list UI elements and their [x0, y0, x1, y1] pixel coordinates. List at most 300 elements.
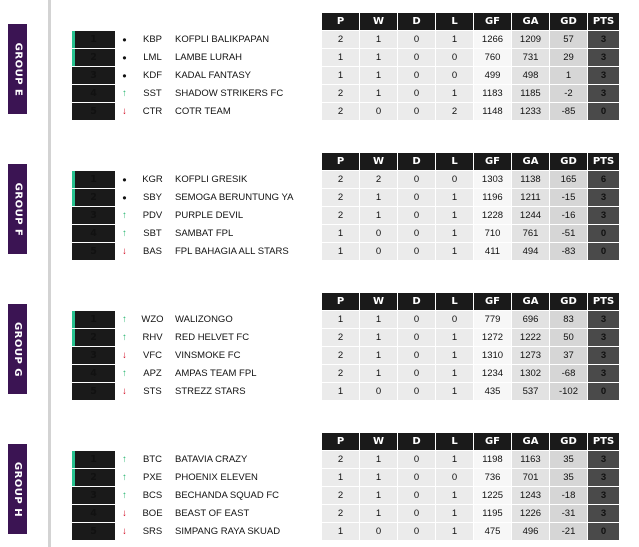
- table-row[interactable]: [72, 225, 620, 243]
- stat-ga: 1273: [512, 347, 550, 365]
- column-header-pts[interactable]: PTS: [588, 433, 620, 451]
- stat-gd: -18: [550, 487, 588, 505]
- stat-ga: 696: [512, 311, 550, 329]
- stat-l: 0: [436, 67, 474, 85]
- stat-d: 0: [398, 171, 436, 189]
- team-name[interactable]: KOFPLI BALIKPAPAN: [172, 31, 322, 49]
- group-g: [0, 280, 639, 397]
- stat-gd: 1: [550, 67, 588, 85]
- arrow-down-icon: ↓: [116, 103, 134, 121]
- stat-ga: 537: [512, 383, 550, 401]
- stat-p: 1: [322, 311, 360, 329]
- column-header-w[interactable]: W: [360, 433, 398, 451]
- stat-p: 2: [322, 487, 360, 505]
- stat-ga: 1209: [512, 31, 550, 49]
- team-name[interactable]: KOFPLI GRESIK: [172, 171, 322, 189]
- group-label: [8, 164, 27, 254]
- column-header-gd[interactable]: GD: [550, 293, 588, 311]
- stat-gf: 1195: [474, 505, 512, 523]
- stat-p: 2: [322, 347, 360, 365]
- arrow-up-icon: ↑: [116, 469, 134, 487]
- stat-d: 0: [398, 383, 436, 401]
- stat-d: 0: [398, 189, 436, 207]
- dot-icon: •: [116, 171, 134, 189]
- position-cell: 3: [72, 487, 116, 505]
- stat-gf: 760: [474, 49, 512, 67]
- stat-l: 1: [436, 523, 474, 541]
- team-name[interactable]: SAMBAT FPL: [172, 225, 322, 243]
- stat-gf: 1198: [474, 451, 512, 469]
- arrow-up-icon: ↑: [116, 487, 134, 505]
- stat-l: 1: [436, 451, 474, 469]
- column-header-pts[interactable]: PTS: [588, 153, 620, 171]
- position-cell: 1: [72, 31, 116, 49]
- position-cell: 2: [72, 49, 116, 67]
- stat-ga: 498: [512, 67, 550, 85]
- column-header-d[interactable]: D: [398, 433, 436, 451]
- column-header-p[interactable]: P: [322, 153, 360, 171]
- stat-gf: 1225: [474, 487, 512, 505]
- dot-icon: •: [116, 189, 134, 207]
- stat-ga: 1226: [512, 505, 550, 523]
- stat-gd: 29: [550, 49, 588, 67]
- team-name[interactable]: PURPLE DEVIL: [172, 207, 322, 225]
- stat-w: 0: [360, 243, 398, 261]
- team-name[interactable]: SIMPANG RAYA SKUAD: [172, 523, 322, 541]
- team-name[interactable]: LAMBE LURAH: [172, 49, 322, 67]
- team-name[interactable]: FPL BAHAGIA ALL STARS: [172, 243, 322, 261]
- stat-l: 1: [436, 329, 474, 347]
- stat-ga: 761: [512, 225, 550, 243]
- team-code: PDV: [134, 207, 172, 225]
- group-label: [8, 304, 27, 394]
- stat-pts: 6: [588, 171, 620, 189]
- group-label: [8, 24, 27, 114]
- column-header-d[interactable]: D: [398, 153, 436, 171]
- stat-p: 1: [322, 67, 360, 85]
- stat-gd: -83: [550, 243, 588, 261]
- table-row[interactable]: [72, 487, 620, 505]
- stat-gd: -16: [550, 207, 588, 225]
- position-cell: 3: [72, 207, 116, 225]
- stat-l: 2: [436, 103, 474, 121]
- stat-p: 1: [322, 49, 360, 67]
- stat-p: 1: [322, 469, 360, 487]
- team-code: SBT: [134, 225, 172, 243]
- arrow-down-icon: ↓: [116, 523, 134, 541]
- stat-pts: 3: [588, 49, 620, 67]
- team-name[interactable]: WALIZONGO: [172, 311, 322, 329]
- team-code: KBP: [134, 31, 172, 49]
- column-header-p[interactable]: P: [322, 13, 360, 31]
- column-header-ga[interactable]: GA: [512, 293, 550, 311]
- column-header-w[interactable]: W: [360, 153, 398, 171]
- column-header-l[interactable]: L: [436, 153, 474, 171]
- dot-icon: •: [116, 49, 134, 67]
- stat-gf: 1196: [474, 189, 512, 207]
- column-header-p[interactable]: P: [322, 433, 360, 451]
- column-header-ga[interactable]: GA: [512, 153, 550, 171]
- stat-w: 1: [360, 451, 398, 469]
- column-header-ga[interactable]: GA: [512, 433, 550, 451]
- stat-gd: -15: [550, 189, 588, 207]
- stat-gf: 710: [474, 225, 512, 243]
- position-cell: 3: [72, 67, 116, 85]
- arrow-up-icon: ↑: [116, 311, 134, 329]
- team-code: BCS: [134, 487, 172, 505]
- stat-gf: 1303: [474, 171, 512, 189]
- team-code: RHV: [134, 329, 172, 347]
- position-cell: 4: [72, 505, 116, 523]
- stat-d: 0: [398, 347, 436, 365]
- stat-gf: 1310: [474, 347, 512, 365]
- table-row[interactable]: [72, 189, 620, 207]
- position-cell: 2: [72, 329, 116, 347]
- stat-l: 0: [436, 49, 474, 67]
- table-row[interactable]: [72, 383, 620, 401]
- stat-w: 1: [360, 329, 398, 347]
- column-header-gf[interactable]: GF: [474, 13, 512, 31]
- stat-p: 2: [322, 85, 360, 103]
- position-cell: 5: [72, 383, 116, 401]
- stat-pts: 3: [588, 189, 620, 207]
- table-row[interactable]: [72, 49, 620, 67]
- stat-w: 0: [360, 103, 398, 121]
- stat-ga: 1138: [512, 171, 550, 189]
- stat-p: 2: [322, 31, 360, 49]
- table-row[interactable]: [72, 207, 620, 225]
- position-cell: 5: [72, 243, 116, 261]
- stat-w: 1: [360, 487, 398, 505]
- team-code: VFC: [134, 347, 172, 365]
- column-header-d[interactable]: D: [398, 13, 436, 31]
- stat-gf: 1183: [474, 85, 512, 103]
- stat-p: 2: [322, 451, 360, 469]
- stat-gd: 35: [550, 469, 588, 487]
- stat-gf: 1234: [474, 365, 512, 383]
- stat-p: 2: [322, 103, 360, 121]
- team-name[interactable]: BATAVIA CRAZY: [172, 451, 322, 469]
- team-code: SBY: [134, 189, 172, 207]
- stat-gd: -2: [550, 85, 588, 103]
- table-row[interactable]: [72, 103, 620, 121]
- team-code: PXE: [134, 469, 172, 487]
- stat-gf: 411: [474, 243, 512, 261]
- table-row[interactable]: [72, 311, 620, 329]
- team-code: CTR: [134, 103, 172, 121]
- stat-ga: 1244: [512, 207, 550, 225]
- dot-icon: •: [116, 67, 134, 85]
- arrow-up-icon: ↑: [116, 329, 134, 347]
- position-cell: 1: [72, 171, 116, 189]
- position-cell: 2: [72, 469, 116, 487]
- stat-d: 0: [398, 31, 436, 49]
- table-row[interactable]: [72, 347, 620, 365]
- stat-gd: -31: [550, 505, 588, 523]
- stat-pts: 3: [588, 347, 620, 365]
- team-code: SRS: [134, 523, 172, 541]
- position-cell: 1: [72, 451, 116, 469]
- stat-ga: 1243: [512, 487, 550, 505]
- stat-p: 2: [322, 505, 360, 523]
- team-code: KDF: [134, 67, 172, 85]
- stat-w: 1: [360, 207, 398, 225]
- stat-w: 1: [360, 347, 398, 365]
- stat-l: 1: [436, 383, 474, 401]
- arrow-up-icon: ↑: [116, 225, 134, 243]
- arrow-up-icon: ↑: [116, 207, 134, 225]
- stat-pts: 3: [588, 451, 620, 469]
- stat-d: 0: [398, 469, 436, 487]
- stat-ga: 1222: [512, 329, 550, 347]
- arrow-up-icon: ↑: [116, 85, 134, 103]
- stat-w: 2: [360, 171, 398, 189]
- team-name[interactable]: AMPAS TEAM FPL: [172, 365, 322, 383]
- column-header-gf[interactable]: GF: [474, 153, 512, 171]
- stat-pts: 3: [588, 67, 620, 85]
- table-row[interactable]: [72, 523, 620, 541]
- stat-w: 1: [360, 85, 398, 103]
- team-name[interactable]: KADAL FANTASY: [172, 67, 322, 85]
- team-code: KGR: [134, 171, 172, 189]
- stat-gf: 435: [474, 383, 512, 401]
- table-row[interactable]: [72, 451, 620, 469]
- stat-pts: 3: [588, 31, 620, 49]
- team-code: STS: [134, 383, 172, 401]
- team-code: WZO: [134, 311, 172, 329]
- stat-d: 0: [398, 103, 436, 121]
- column-header-gf[interactable]: GF: [474, 293, 512, 311]
- stat-w: 0: [360, 225, 398, 243]
- stat-d: 0: [398, 243, 436, 261]
- column-header-l[interactable]: L: [436, 433, 474, 451]
- stat-l: 1: [436, 189, 474, 207]
- header-spacer: [72, 153, 322, 171]
- stat-gd: -102: [550, 383, 588, 401]
- column-header-gf[interactable]: GF: [474, 433, 512, 451]
- stat-pts: 0: [588, 103, 620, 121]
- stat-p: 2: [322, 207, 360, 225]
- team-name[interactable]: COTR TEAM: [172, 103, 322, 121]
- table-row[interactable]: [72, 31, 620, 49]
- column-header-ga[interactable]: GA: [512, 13, 550, 31]
- standings-table: [71, 292, 620, 401]
- table-row[interactable]: [72, 329, 620, 347]
- column-header-w[interactable]: W: [360, 293, 398, 311]
- column-header-pts[interactable]: PTS: [588, 13, 620, 31]
- team-name[interactable]: SEMOGA BERUNTUNG YA: [172, 189, 322, 207]
- arrow-up-icon: ↑: [116, 365, 134, 383]
- column-header-gd[interactable]: GD: [550, 153, 588, 171]
- position-cell: 1: [72, 311, 116, 329]
- group-label-text: GROUP G: [12, 321, 23, 377]
- stat-p: 1: [322, 523, 360, 541]
- header-row: [72, 433, 620, 451]
- stat-gf: 1272: [474, 329, 512, 347]
- stat-l: 1: [436, 85, 474, 103]
- stat-gf: 779: [474, 311, 512, 329]
- stat-p: 2: [322, 171, 360, 189]
- stat-gd: -21: [550, 523, 588, 541]
- team-code: BOE: [134, 505, 172, 523]
- stat-p: 1: [322, 225, 360, 243]
- column-header-d[interactable]: D: [398, 293, 436, 311]
- header-spacer: [72, 433, 322, 451]
- stat-pts: 0: [588, 243, 620, 261]
- stat-pts: 0: [588, 225, 620, 243]
- stat-d: 0: [398, 225, 436, 243]
- stat-pts: 3: [588, 469, 620, 487]
- stat-pts: 3: [588, 85, 620, 103]
- stat-w: 1: [360, 31, 398, 49]
- stat-l: 0: [436, 311, 474, 329]
- stat-pts: 3: [588, 365, 620, 383]
- stat-pts: 3: [588, 207, 620, 225]
- stat-d: 0: [398, 85, 436, 103]
- header-spacer: [72, 293, 322, 311]
- table-row[interactable]: [72, 365, 620, 383]
- stat-w: 0: [360, 383, 398, 401]
- stat-ga: 731: [512, 49, 550, 67]
- team-code: BAS: [134, 243, 172, 261]
- stat-ga: 494: [512, 243, 550, 261]
- stat-pts: 3: [588, 505, 620, 523]
- stat-d: 0: [398, 505, 436, 523]
- stat-ga: 1163: [512, 451, 550, 469]
- stat-w: 1: [360, 311, 398, 329]
- stat-gd: 37: [550, 347, 588, 365]
- stat-l: 1: [436, 225, 474, 243]
- table-row[interactable]: [72, 85, 620, 103]
- position-cell: 3: [72, 347, 116, 365]
- stat-p: 2: [322, 329, 360, 347]
- stat-p: 1: [322, 383, 360, 401]
- column-header-l[interactable]: L: [436, 293, 474, 311]
- stat-ga: 701: [512, 469, 550, 487]
- stat-gd: 165: [550, 171, 588, 189]
- stat-gd: 83: [550, 311, 588, 329]
- stat-d: 0: [398, 311, 436, 329]
- stat-gd: -68: [550, 365, 588, 383]
- position-cell: 4: [72, 225, 116, 243]
- stat-w: 0: [360, 523, 398, 541]
- column-header-gd[interactable]: GD: [550, 13, 588, 31]
- stat-ga: 496: [512, 523, 550, 541]
- table-row[interactable]: [72, 171, 620, 189]
- column-header-w[interactable]: W: [360, 13, 398, 31]
- stat-d: 0: [398, 487, 436, 505]
- column-header-l[interactable]: L: [436, 13, 474, 31]
- stat-gf: 499: [474, 67, 512, 85]
- group-label-text: GROUP H: [12, 461, 23, 517]
- header-row: [72, 153, 620, 171]
- team-name[interactable]: SHADOW STRIKERS FC: [172, 85, 322, 103]
- stat-l: 1: [436, 487, 474, 505]
- team-name[interactable]: VINSMOKE FC: [172, 347, 322, 365]
- stat-l: 1: [436, 347, 474, 365]
- stat-l: 1: [436, 505, 474, 523]
- stat-d: 0: [398, 49, 436, 67]
- stat-l: 1: [436, 31, 474, 49]
- stat-w: 1: [360, 365, 398, 383]
- stat-gd: 50: [550, 329, 588, 347]
- group-label-text: GROUP F: [12, 182, 24, 236]
- stat-l: 0: [436, 171, 474, 189]
- team-name[interactable]: BECHANDA SQUAD FC: [172, 487, 322, 505]
- table-row[interactable]: [72, 67, 620, 85]
- team-name[interactable]: STREZZ STARS: [172, 383, 322, 401]
- team-code: BTC: [134, 451, 172, 469]
- stat-ga: 1302: [512, 365, 550, 383]
- arrow-down-icon: ↓: [116, 383, 134, 401]
- group-label: [8, 444, 27, 534]
- stat-ga: 1211: [512, 189, 550, 207]
- stat-p: 2: [322, 365, 360, 383]
- header-row: [72, 293, 620, 311]
- position-cell: 4: [72, 365, 116, 383]
- position-cell: 5: [72, 523, 116, 541]
- table-row[interactable]: [72, 505, 620, 523]
- stat-d: 0: [398, 67, 436, 85]
- stat-gf: 1148: [474, 103, 512, 121]
- stat-pts: 3: [588, 487, 620, 505]
- stat-p: 2: [322, 189, 360, 207]
- standings-table: [71, 152, 620, 261]
- stat-gf: 736: [474, 469, 512, 487]
- stat-gd: 57: [550, 31, 588, 49]
- table-row[interactable]: [72, 243, 620, 261]
- column-header-p[interactable]: P: [322, 293, 360, 311]
- column-header-pts[interactable]: PTS: [588, 293, 620, 311]
- group-h: [0, 420, 639, 537]
- stat-w: 1: [360, 189, 398, 207]
- stat-l: 1: [436, 207, 474, 225]
- stat-pts: 3: [588, 311, 620, 329]
- stat-gd: 35: [550, 451, 588, 469]
- arrow-down-icon: ↓: [116, 243, 134, 261]
- group-f: [0, 140, 639, 257]
- team-code: APZ: [134, 365, 172, 383]
- stat-d: 0: [398, 451, 436, 469]
- standings-table: [71, 432, 620, 541]
- stat-l: 1: [436, 365, 474, 383]
- stat-gf: 475: [474, 523, 512, 541]
- position-cell: 5: [72, 103, 116, 121]
- dot-icon: •: [116, 31, 134, 49]
- group-e: [0, 0, 639, 117]
- stat-l: 1: [436, 243, 474, 261]
- team-name[interactable]: PHOENIX ELEVEN: [172, 469, 322, 487]
- team-name[interactable]: BEAST OF EAST: [172, 505, 322, 523]
- stat-ga: 1185: [512, 85, 550, 103]
- standings-table: [71, 12, 620, 121]
- team-name[interactable]: RED HELVET FC: [172, 329, 322, 347]
- stat-pts: 0: [588, 383, 620, 401]
- team-code: LML: [134, 49, 172, 67]
- stat-l: 0: [436, 469, 474, 487]
- table-row[interactable]: [72, 469, 620, 487]
- stat-w: 1: [360, 49, 398, 67]
- position-cell: 4: [72, 85, 116, 103]
- header-row: [72, 13, 620, 31]
- stat-gf: 1266: [474, 31, 512, 49]
- column-header-gd[interactable]: GD: [550, 433, 588, 451]
- stat-pts: 3: [588, 329, 620, 347]
- stat-p: 1: [322, 243, 360, 261]
- stat-gf: 1228: [474, 207, 512, 225]
- stat-d: 0: [398, 365, 436, 383]
- stat-w: 1: [360, 505, 398, 523]
